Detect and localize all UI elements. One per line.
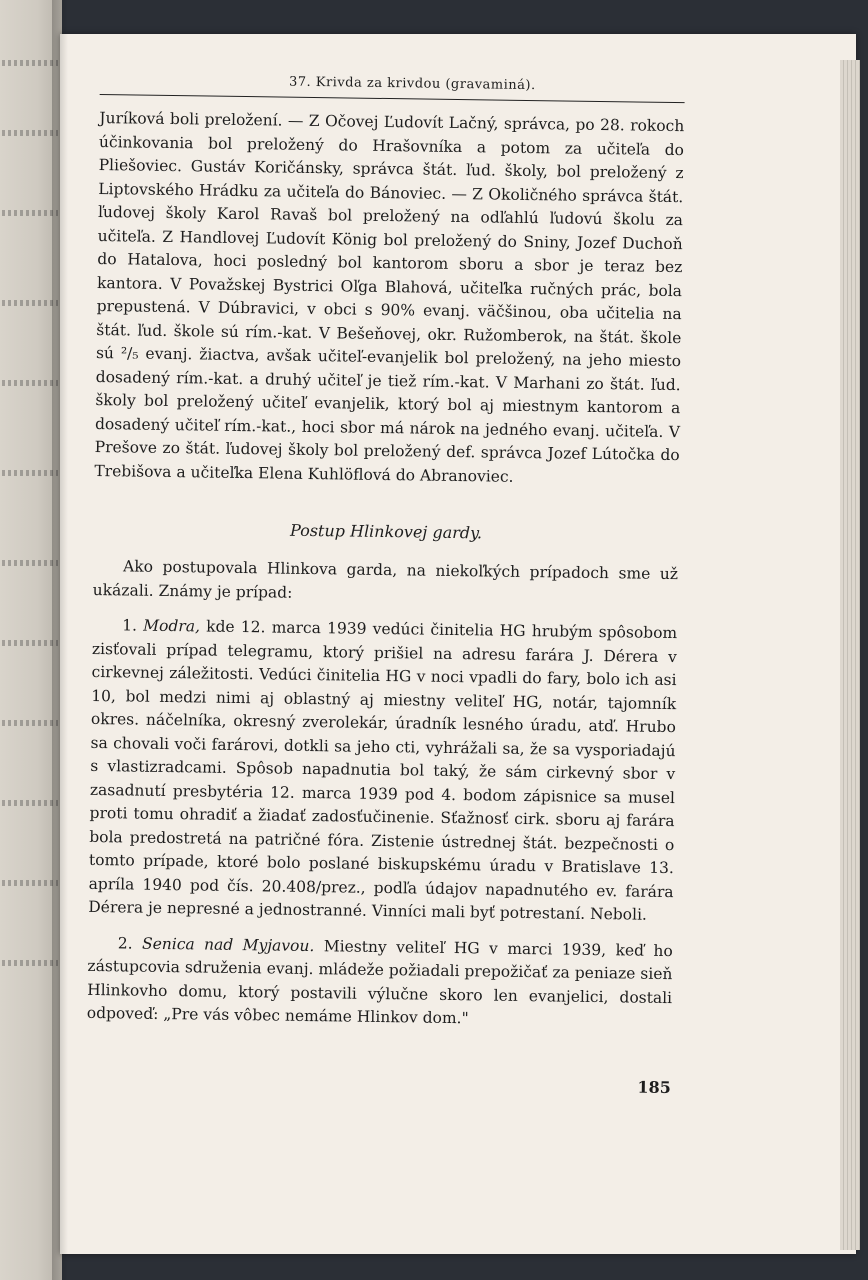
case-place: Modra, xyxy=(143,616,201,636)
ghost-text-line xyxy=(2,210,58,216)
case-text: kde 12. marca 1939 vedúci činitelia HG hrubým spôsobom zisťovali prípad telegramu, ktorý prišiel na adresu farára J. Dérera v cirkevnej záležitosti. Vedúci činitelia HG v noci vpadli do fary, bolo ich asi 10, bol medzi nimi aj oblastný aj miestny veliteľ HG, notár, tajomník okres. náčelníka, okresný zverolekár, úradník lesného úradu, atď. Hrubo sa chovali voči farárovi, dotkli sa jeho cti, vyhrážali sa, že sa vysporiadajú s vlastizradcami. Spôsob napadnutia bol taký, že sám cirkevný sbor v zasadnutí presbytéria 12. marca 1939 pod 4. bodom zápisnice sa musel proti tomu ohradiť a žiadať zadosťučinenie. Sťažnosť cirk. sboru aj farára bola predostretá na patričné fóra. Zistenie ústrednej štát. bezpečnosti o tomto prípade, ktoré bolo poslané biskupskému úradu v Bratislave 13. apríla 1940 pod čís. 20.408/prez., podľa údajov napadnutého ev. farára Dérera je nepresné a jednostranné. Vinníci mali byť potrestaní. Neboli. xyxy=(88,617,678,924)
ghost-text-line xyxy=(2,960,58,966)
book-gutter xyxy=(52,0,68,1280)
case-paragraph xyxy=(87,931,673,1033)
page-number: 185 xyxy=(637,1077,671,1097)
case-paragraph xyxy=(88,614,677,928)
ghost-text-line xyxy=(2,380,58,386)
case-place: Senica nad Myjavou. xyxy=(141,934,315,955)
ghost-text-line xyxy=(2,800,58,806)
ghost-text-line xyxy=(2,720,58,726)
intro-paragraph: Ako postupovala Hlinkova garda, na niekoľkých prípadoch sme už ukázali. Známy je prípad: xyxy=(92,557,679,602)
running-head: 37. Krivda za krivdou (gravaminá). xyxy=(288,74,536,94)
ghost-text-line xyxy=(2,130,58,136)
case-number: 1. xyxy=(122,616,138,635)
ghost-text-line xyxy=(2,470,58,476)
ghost-text-line xyxy=(2,640,58,646)
page-stack-edge xyxy=(840,60,860,1250)
case-text: Miestny veliteľ HG v marci 1939, keď ho zástupcovia sdruženia evanj. mládeže požiadali prepožičať za peniaze sieň Hlinkovho domu, ktorý postavili výlučne skoro len evanjelici, dostali odpoveď: „Pre vás vôbec nemáme Hlinkov dom." xyxy=(86,936,673,1028)
opening-paragraph: Juríková boli preložení. — Z Očovej Ľudovít Lačný, správca, po 28. rokoch účinkovania bol preložený do Hrašovníka a potom za učiteľa do Pliešoviec. Gustáv Koričánsky, správca štát. ľud. školy, bol preložený z Liptovského Hrádku za učiteľa do Bánoviec. — Z Okoličného správca štát. ľudovej školy Karol Ravaš bol preložený na odľahlú ľudovú školu za učiteľa. Z Handlovej Ľudovít König bol preložený do Sniny, Jozef Duchoň do Hatalova, hoci posledný bol kantorom sboru a sbor je teraz bez kantora. V Považskej Bystrici Oľga Blahová, učiteľka ručných prác, bola prepustená. V Dúbravici, v obci s 90% evanj. väčšinou, oba učitelia na štát. ľud. škole sú rím.-kat. V Bešeňovej, okr. Ružomberok, na štát. škole sú ²/₅ evanj. žiactva, avšak učiteľ-evanjelik bol preložený, na jeho miesto dosadený rím.-kat. a druhý učiteľ je tiež rím.-kat. V Marhani zo štát. ľud. školy bol preložený učiteľ evanjelik, ktorý bol aj miestnym kantorom a dosadený učiteľ rím.-kat., hoci sbor má nárok na jedného evanj. učiteľa. V Prešove zo štát. ľudovej školy bol preložený def. správca Jozef Lútočka do Trebišova a učiteľka Elena Kuhlöflová do Abranoviec. xyxy=(94,108,685,486)
ghost-text-line xyxy=(2,300,58,306)
ghost-text-line xyxy=(2,560,58,566)
ghost-text-line xyxy=(2,880,58,886)
case-number: 2. xyxy=(117,933,133,953)
page-content xyxy=(86,70,685,1097)
section-title: Postup Hlinkovej gardy. xyxy=(289,520,483,543)
ghost-text-line xyxy=(2,60,58,66)
